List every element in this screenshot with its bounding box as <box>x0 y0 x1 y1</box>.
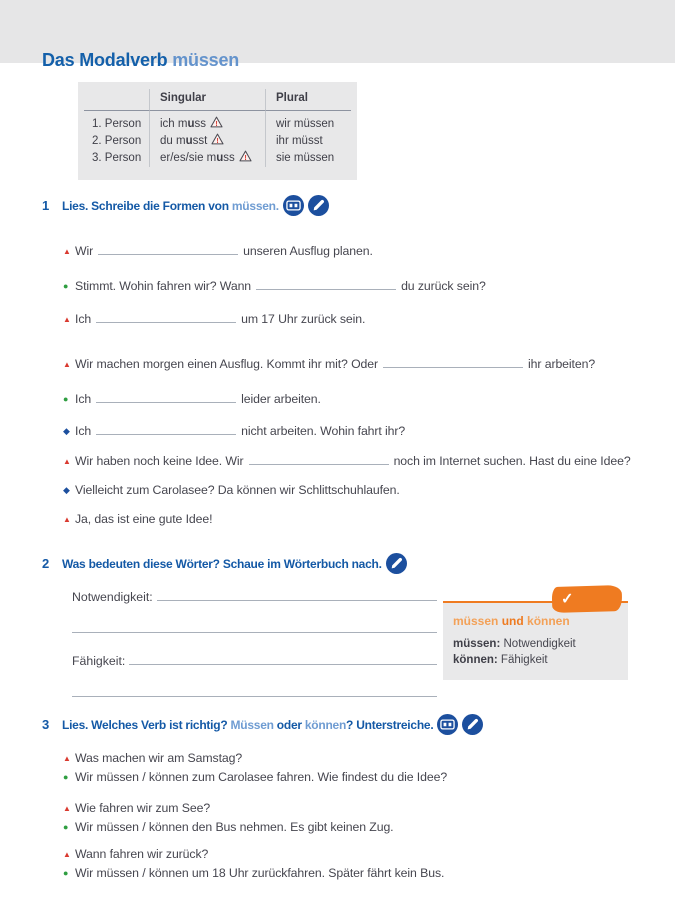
dialogue-text: nicht arbeiten. Wohin fahrt ihr? <box>241 424 406 438</box>
answer-blank[interactable] <box>256 289 396 290</box>
svg-text:!: ! <box>244 153 247 162</box>
qa-pair <box>63 845 444 882</box>
dialogue-line <box>63 454 631 468</box>
question-text: Was machen wir am Samstag? <box>75 751 243 765</box>
qa-pair <box>63 799 394 836</box>
triangle-bullet-icon: ▲ <box>63 315 71 324</box>
term-row-notwendigkeit <box>72 590 437 604</box>
answer-blank[interactable] <box>98 254 238 255</box>
dialogue-line <box>63 512 212 526</box>
dialogue-text: Vielleicht zum Carolasee? Da können wir Schlittschuhlaufen. <box>75 483 400 497</box>
exercise3-title-part: Lies. Welches Verb ist richtig? <box>62 718 231 732</box>
question-line <box>63 845 444 864</box>
warning-triangle-icon <box>239 150 252 162</box>
circle-bullet-icon: ● <box>63 822 69 832</box>
question-text: Wann fahren wir zurück? <box>75 847 209 861</box>
check-icon: ✓ <box>560 590 574 608</box>
table-header-singular: Singular <box>149 89 265 111</box>
pencil-icon <box>462 714 483 735</box>
dialogue-text: Wir haben noch keine Idee. Wir <box>75 454 244 468</box>
table-plural-1: wir müssen <box>265 111 351 133</box>
answer-blank[interactable] <box>96 322 236 323</box>
term-label: Fähigkeit: <box>72 654 126 668</box>
exercise3-title-part: Müssen <box>230 718 274 732</box>
info-entry: können: Fähigkeit <box>453 654 548 666</box>
triangle-bullet-icon: ▲ <box>63 360 71 369</box>
dialogue-text: Ich <box>75 424 92 438</box>
info-entry: müssen: Notwendigkeit <box>453 638 576 650</box>
exercise3-title-part: können <box>304 718 347 732</box>
term-label: Notwendigkeit: <box>72 590 153 604</box>
answer-line[interactable] <box>72 696 437 697</box>
triangle-bullet-icon: ▲ <box>63 247 71 256</box>
dictionary-icon <box>283 195 304 216</box>
dialogue-text: ihr arbeiten? <box>528 357 596 371</box>
answer-blank[interactable] <box>249 464 389 465</box>
dialogue-line <box>63 483 400 497</box>
dialogue-line <box>63 244 373 258</box>
dialogue-text: unseren Ausflug planen. <box>243 244 373 258</box>
table-header-empty <box>84 89 149 111</box>
answer-blank[interactable] <box>96 402 236 403</box>
triangle-bullet-icon: ▲ <box>63 754 71 763</box>
warning-triangle-icon <box>211 133 224 145</box>
question-text: Wie fahren wir zum See? <box>75 801 211 815</box>
table-person-2: 2. Person <box>92 135 142 147</box>
answer-line[interactable] <box>129 664 437 665</box>
exercise2-title: Was bedeuten diese Wörter? Schaue im Wörterbuch nach. <box>62 557 382 571</box>
dialogue-line <box>63 424 405 438</box>
triangle-bullet-icon: ▲ <box>63 804 71 813</box>
table-person-1: 1. Person <box>92 118 142 130</box>
grammar-info-box <box>443 601 628 680</box>
triangle-bullet-icon: ▲ <box>63 850 71 859</box>
dialogue-line <box>63 392 321 406</box>
table-plural-3: sie müssen <box>265 150 351 167</box>
conjugation-table <box>78 82 357 180</box>
term-row-faehigkeit <box>72 654 437 668</box>
answer-line[interactable] <box>72 632 437 633</box>
exercise1-number: 1 <box>42 198 49 213</box>
question-line <box>63 799 394 818</box>
warning-triangle-icon <box>210 116 223 128</box>
diamond-bullet-icon: ◆ <box>63 485 70 495</box>
table-plural-2: ihr müsst <box>265 133 351 150</box>
dialogue-text: Wir machen morgen einen Ausflug. Kommt ihr mit? Oder <box>75 357 379 371</box>
answer-text: Wir müssen / können zum Carolasee fahren. Wie findest du die Idee? <box>75 770 448 784</box>
answer-blank[interactable] <box>96 434 236 435</box>
diamond-bullet-icon: ◆ <box>63 426 70 436</box>
circle-bullet-icon: ● <box>63 281 69 291</box>
answer-line[interactable] <box>63 864 444 882</box>
table-person-3: 3. Person <box>92 152 142 164</box>
answer-text: Wir müssen / können den Bus nehmen. Es gibt keinen Zug. <box>75 820 394 834</box>
dialogue-line <box>63 357 595 371</box>
dialogue-text: Ich <box>75 312 92 326</box>
exercise2-number: 2 <box>42 556 49 571</box>
dialogue-line <box>63 312 365 326</box>
table-header-plural: Plural <box>265 89 351 111</box>
exercise3-title-part: ? Unterstreiche. <box>346 718 434 732</box>
page-title <box>42 50 239 71</box>
page-title-dark: Das Modalverb <box>42 50 173 71</box>
info-box-entries <box>453 636 620 668</box>
answer-text: Wir müssen / können um 18 Uhr zurückfahren. Später fährt kein Bus. <box>75 866 445 880</box>
exercise3-title-part: oder <box>273 718 305 732</box>
table-singular-1: ich muss ! <box>149 111 265 133</box>
dialogue-text: Ja, das ist eine gute Idee! <box>75 512 213 526</box>
table-singular-2: du musst ! <box>149 133 265 150</box>
checkmark-badge <box>552 585 623 613</box>
exercise1-title-light: müssen. <box>231 199 279 213</box>
pencil-icon <box>308 195 329 216</box>
circle-bullet-icon: ● <box>63 394 69 404</box>
table-singular-3: er/es/sie muss ! <box>149 150 265 167</box>
exercise2-heading <box>42 553 407 574</box>
dialogue-text: noch im Internet suchen. Hast du eine Idee? <box>393 454 631 468</box>
triangle-bullet-icon: ▲ <box>63 515 71 524</box>
exercise1-title-dark: Lies. Schreibe die Formen von <box>62 199 232 213</box>
dictionary-icon <box>437 714 458 735</box>
dialogue-text: du zurück sein? <box>401 279 486 293</box>
answer-line[interactable] <box>63 818 394 836</box>
answer-blank[interactable] <box>383 367 523 368</box>
circle-bullet-icon: ● <box>63 868 69 878</box>
dialogue-text: Stimmt. Wohin fahren wir? Wann <box>75 279 252 293</box>
dialogue-text: leider arbeiten. <box>241 392 321 406</box>
triangle-bullet-icon: ▲ <box>63 457 71 466</box>
qa-pair <box>63 749 447 786</box>
dialogue-text: um 17 Uhr zurück sein. <box>241 312 366 326</box>
pencil-icon <box>386 553 407 574</box>
dialogue-text: Wir <box>75 244 94 258</box>
dialogue-text: Ich <box>75 392 92 406</box>
svg-text:!: ! <box>216 136 219 145</box>
info-box-title: müssen und können <box>453 614 570 628</box>
answer-line[interactable] <box>157 600 437 601</box>
dialogue-line <box>63 279 486 293</box>
svg-text:!: ! <box>215 119 218 128</box>
circle-bullet-icon: ● <box>63 772 69 782</box>
exercise1-heading <box>42 195 329 216</box>
exercise3-number: 3 <box>42 717 49 732</box>
exercise3-heading <box>42 714 483 735</box>
page-title-light: müssen <box>172 50 240 71</box>
question-line <box>63 749 447 768</box>
answer-line[interactable] <box>63 768 447 786</box>
